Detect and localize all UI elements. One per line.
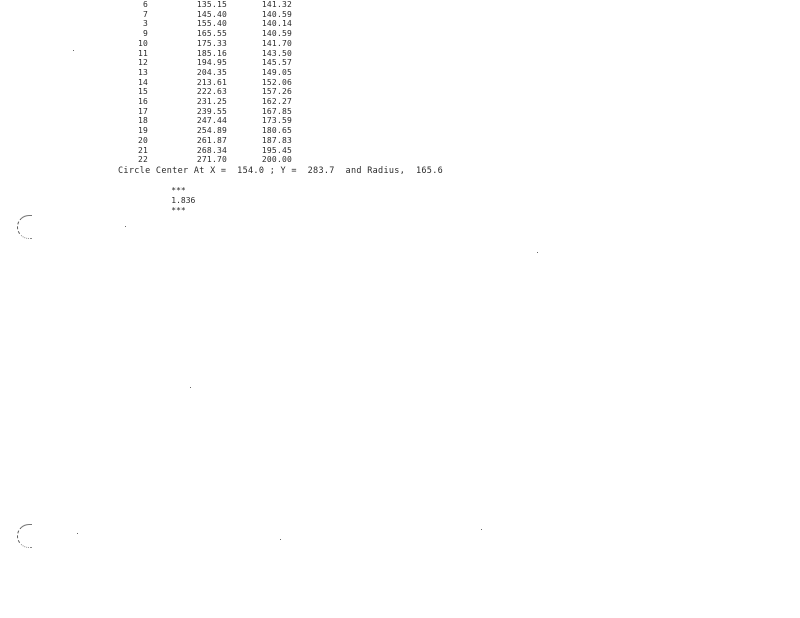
x-value: 271.70 [196,155,227,165]
point-number: 16 [137,97,148,106]
scan-speck [77,533,78,534]
score-line [152,176,209,226]
x-value: 204.35 [196,67,227,77]
point-number: 3 [142,19,148,29]
table-row [0,29,320,39]
point-number: 22 [137,155,148,165]
y-value: 145.57 [261,58,292,68]
point-number: 19 [137,126,148,136]
x-value: 222.63 [196,87,227,97]
right-asterisk-marker: *** [171,206,186,215]
y-value: 173.59 [261,116,292,126]
x-value: 247.44 [196,116,227,126]
table-row [0,78,320,88]
x-value: 239.55 [196,106,227,116]
point-number: 9 [142,29,148,39]
y-value: 143.50 [261,48,292,58]
y-value: 187.83 [261,135,292,145]
binder-hole-bottom [17,524,32,548]
scan-speck [73,50,74,51]
y-value: 140.59 [261,9,292,19]
table-row [0,126,320,136]
x-value: 135.15 [196,0,227,9]
table-row [0,87,320,97]
point-number: 15 [137,87,148,97]
x-value: 185.16 [196,48,227,58]
point-number: 12 [137,58,148,68]
scan-speck [481,529,482,530]
scan-speck [190,387,191,388]
y-value: 157.26 [261,87,292,97]
x-value: 213.61 [196,77,227,87]
x-value: 268.34 [196,145,227,155]
table-row [0,19,320,29]
y-value: 195.45 [261,145,292,155]
scan-speck [125,226,126,227]
table-row [0,97,320,107]
point-number: 6 [142,0,148,9]
score-value: 1.836 [171,196,196,205]
point-number: 21 [137,145,148,155]
scan-speck [280,539,281,540]
table-row [0,116,320,126]
table-row [0,58,320,68]
y-value: 152.06 [261,77,292,87]
point-number: 17 [137,106,148,116]
point-number: 7 [142,9,148,19]
y-value: 167.85 [261,106,292,116]
x-value: 194.95 [196,58,227,68]
y-value: 140.14 [261,19,292,29]
x-value: 155.40 [196,19,227,29]
table-row [0,136,320,146]
point-number: 11 [137,48,148,58]
point-number: 13 [137,67,148,77]
point-number: 20 [137,135,148,145]
table-row [0,39,320,49]
table-row [0,49,320,59]
y-value: 180.65 [261,126,292,136]
table-row [0,0,320,10]
circle-center-line: Circle Center At X = 154.0 ; Y = 283.7 and Radius, 165.6 [118,166,444,176]
scan-speck [537,252,538,253]
y-value: 149.05 [261,67,292,77]
y-value: 162.27 [261,97,292,106]
table-row [0,10,320,20]
table-row [0,146,320,156]
table-row [0,107,320,117]
y-value: 200.00 [261,155,292,165]
x-value: 145.40 [196,9,227,19]
table-row [0,155,320,165]
table-row [0,68,320,78]
y-value: 140.59 [261,29,292,39]
point-number: 14 [137,77,148,87]
y-value: 141.70 [261,38,292,48]
x-value: 175.33 [196,38,227,48]
x-value: 254.89 [196,126,227,136]
left-asterisk-marker: *** [171,186,186,195]
binder-hole-top [17,215,32,239]
point-number: 10 [137,38,148,48]
x-value: 261.87 [196,135,227,145]
y-value: 141.32 [261,0,292,9]
x-value: 231.25 [196,97,227,106]
point-number: 18 [137,116,148,126]
x-value: 165.55 [196,29,227,39]
